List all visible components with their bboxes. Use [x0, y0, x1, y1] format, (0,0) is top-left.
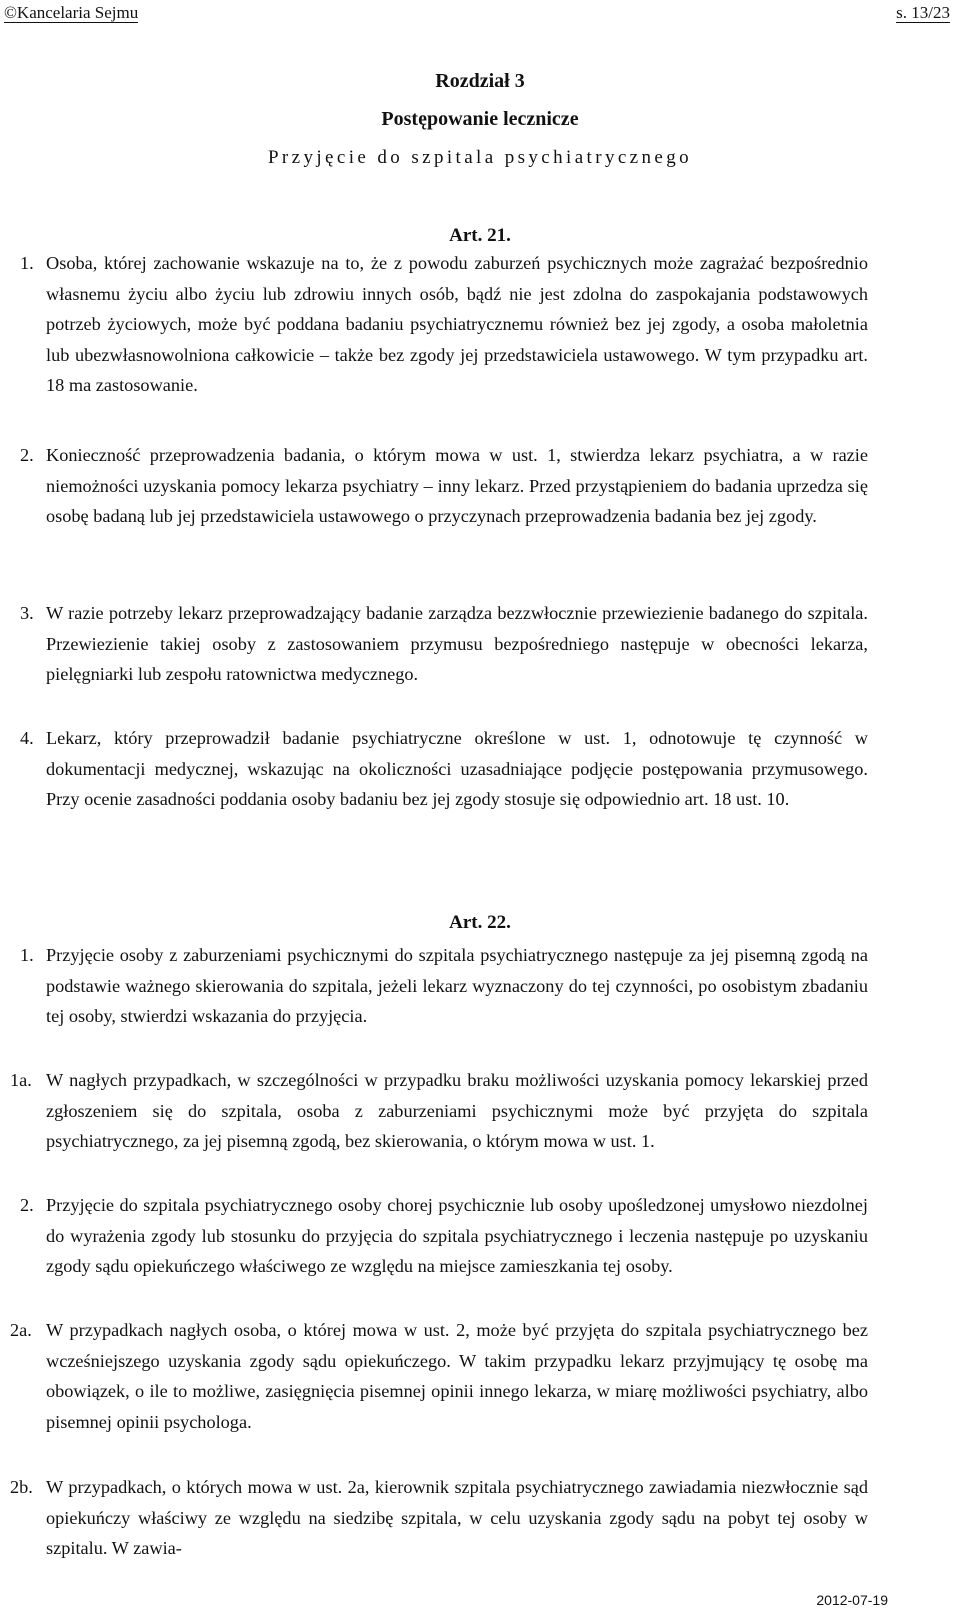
art21-paragraph-2: [20, 440, 868, 532]
paragraph-text: Przyjęcie do szpitala psychiatrycznego osoby chorej psychicznie lub osoby upośledzonej umysłowo niezdolnej do wyrażenia zgody lub stosunku do przyjęcia do szpitala psychiatrycznego i leczenia następuje po uzyskaniu zgody sądu opiekuńczego właściwego ze względu na miejsce zamieszkania tej osoby.: [46, 1195, 868, 1277]
art22-paragraph-2: [20, 1190, 868, 1282]
paragraph-text: W przypadkach, o których mowa w ust. 2a, kierownik szpitala psychiatrycznego zawiadamia niezwłocznie sąd opiekuńczy właściwy ze względu na siedzibę szpitala, w celu uzyskania zgody sądu na pobyt tej osoby w szpitalu. W zawia-: [46, 1477, 868, 1559]
paragraph-text: W razie potrzeby lekarz przeprowadzający badanie zarządza bezzwłocznie przewiezienie badanego do szpitala. Przewiezienie takiej osoby z zastosowaniem przymusu bezpośredniego następuje w obecności lekarza, pielęgniarki lub zespołu ratownictwa medycznego.: [46, 603, 868, 685]
publication-date: 2012-07-19: [816, 1592, 888, 1608]
art21-paragraph-4: [20, 723, 868, 815]
paragraph-number: 1a.: [10, 1070, 32, 1090]
paragraph-text: W nagłych przypadkach, w szczególności w przypadku braku możliwości uzyskania pomocy lekarskiej przed zgłoszeniem się do szpitala, osoba z zaburzeniami psychicznymi może być przyjęta do szpitala psychiatrycznego, za jej pisemną zgodą, bez skierowania, o którym mowa w ust. 1.: [46, 1070, 868, 1152]
article-21-title: Art. 21.: [449, 225, 511, 246]
section-title: Przyjęcie do szpitala psychiatrycznego: [267, 147, 693, 168]
art22-paragraph-1: [20, 940, 868, 1032]
art22-paragraph-1a: [10, 1065, 868, 1157]
copyright-notice: ©Kancelaria Sejmu: [4, 3, 139, 22]
paragraph-number: 4.: [20, 728, 34, 748]
art22-paragraph-2b: [10, 1472, 868, 1564]
art21-paragraph-3: [20, 598, 868, 690]
paragraph-number: 3.: [20, 603, 34, 623]
paragraph-number: 2a.: [10, 1320, 32, 1340]
chapter-title: Postępowanie lecznicze: [381, 108, 579, 130]
art21-paragraph-1: [20, 248, 868, 401]
chapter-number: Rozdział 3: [435, 70, 525, 92]
paragraph-text: Osoba, której zachowanie wskazuje na to, że z powodu zaburzeń psychicznych może zagrażać bezpośrednio własnemu życiu albo życiu lub zdrowiu innych osób, bądź nie jest zdolna do zaspokajania podstawowych potrzeb życiowych, może być poddana badaniu psychiatrycznemu również bez jej zgody, a osoba małoletnia lub ubezwłasnowolniona całkowicie – także bez zgody jej przedstawiciela ustawowego. W tym przypadku art. 18 ma zastosowanie.: [46, 253, 868, 396]
paragraph-text: W przypadkach nagłych osoba, o której mowa w ust. 2, może być przyjęta do szpitala psychiatrycznego bez wcześniejszego uzyskania zgody sądu opiekuńczego. W takim przypadku lekarz przyjmujący tę osobę ma obowiązek, o ile to możliwe, zasięgnięcia pisemnej opinii innego lekarza, w miarę możliwości psychiatry, albo pisemnej opinii psychologa.: [46, 1320, 868, 1432]
paragraph-number: 2.: [20, 445, 34, 465]
paragraph-number: 2.: [20, 1195, 34, 1215]
paragraph-text: Przyjęcie osoby z zaburzeniami psychicznymi do szpitala psychiatrycznego następuje za jej pisemną zgodą na podstawie ważnego skierowania do szpitala, jeżeli lekarz wyznaczony do tej czynności, po osobistym zbadaniu tej osoby, stwierdzi wskazania do przyjęcia.: [46, 945, 868, 1027]
article-22-title: Art. 22.: [449, 912, 511, 933]
page-number: s. 13/23: [896, 3, 950, 22]
paragraph-text: Konieczność przeprowadzenia badania, o którym mowa w ust. 1, stwierdza lekarz psychiatra, a w razie niemożności uzyskania pomocy lekarza psychiatry – inny lekarz. Przed przystąpieniem do badania uprzedza się osobę badaną lub jej przedstawiciela ustawowego o przyczynach przeprowadzenia badania bez jej zgody.: [46, 445, 868, 527]
paragraph-number: 2b.: [10, 1477, 33, 1497]
art22-paragraph-2a: [10, 1315, 868, 1437]
paragraph-number: 1.: [20, 253, 34, 273]
paragraph-number: 1.: [20, 945, 34, 965]
paragraph-text: Lekarz, który przeprowadził badanie psychiatryczne określone w ust. 1, odnotowuje tę czynność w dokumentacji medycznej, wskazując na okoliczności uzasadniające podjęcie postępowania przymusowego. Przy ocenie zasadności poddania osoby badaniu bez jej zgody stosuje się odpowiednio art. 18 ust. 10.: [46, 728, 868, 810]
